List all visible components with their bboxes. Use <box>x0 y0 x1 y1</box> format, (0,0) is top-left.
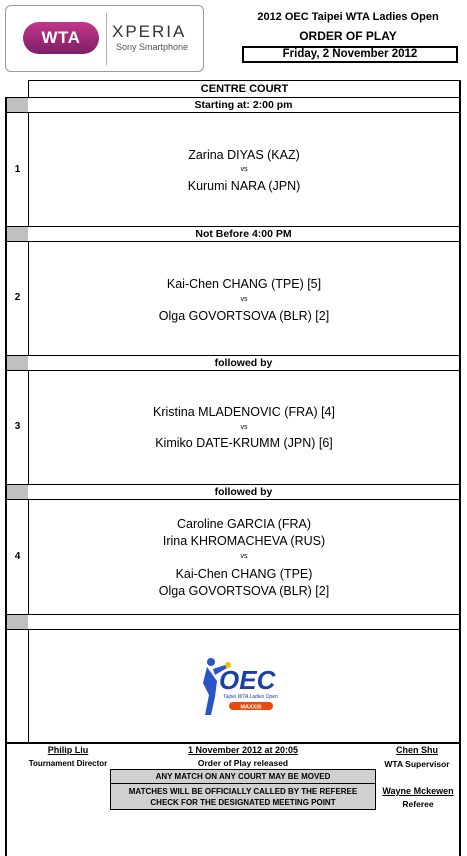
footer-divider <box>5 742 461 744</box>
court-header: CENTRE COURT <box>28 80 461 97</box>
released-label: Order of Play released <box>197 758 289 768</box>
notice-called-line-1: MATCHES WILL BE OFFICIALLY CALLED BY THE REFEREE <box>128 787 358 796</box>
empty-band <box>28 614 459 630</box>
session-band: Starting at: 2:00 pm <box>28 97 459 113</box>
band-gray-cell <box>7 614 28 630</box>
team-1-player-2: Irina KHROMACHEVA (RUS) <box>162 534 326 548</box>
player-2: Kimiko DATE-KRUMM (JPN) [6] <box>155 436 333 450</box>
table-border-right <box>459 80 461 856</box>
team-2-player-2: Olga GOVORTSOVA (BLR) [2] <box>158 584 330 598</box>
player-1: Kai-Chen CHANG (TPE) [5] <box>166 277 322 291</box>
director-name: Philip Liu <box>47 745 89 755</box>
xperia-logo: XPERIA <box>112 22 187 41</box>
referee-name: Wayne Mckewen <box>382 786 454 796</box>
logo-divider <box>106 13 107 65</box>
session-band: Not Before 4:00 PM <box>28 226 459 242</box>
notice-moved: ANY MATCH ON ANY COURT MAY BE MOVED <box>110 769 376 784</box>
notice-called-line-2: CHECK FOR THE DESIGNATED MEETING POINT <box>150 798 336 807</box>
player-1: Kristina MLADENOVIC (FRA) [4] <box>153 405 335 419</box>
band-gray-cell <box>7 484 28 500</box>
oec-logo-text: OEC <box>219 665 276 695</box>
player-1: Zarina DIYAS (KAZ) <box>188 148 300 162</box>
match-number: 4 <box>14 551 21 562</box>
wta-logo: WTA <box>23 22 99 54</box>
sony-smartphone-text: Sony Smartphone <box>116 42 189 52</box>
released-time: 1 November 2012 at 20:05 <box>187 745 299 755</box>
referee-title: Referee <box>402 799 434 809</box>
maxxis-badge: MAXXIS <box>240 704 262 711</box>
player-2: Kurumi NARA (JPN) <box>187 179 301 193</box>
date-box: Friday, 2 November 2012 <box>242 46 458 63</box>
player-2: Olga GOVORTSOVA (BLR) [2] <box>158 309 330 323</box>
match-number: 1 <box>14 164 21 175</box>
director-title: Tournament Director <box>28 759 108 768</box>
vs-label: vs <box>240 296 248 303</box>
match-number: 3 <box>14 421 21 432</box>
oec-logo <box>195 653 290 719</box>
tournament-name: 2012 OEC Taipei WTA Ladies Open <box>257 11 439 23</box>
oec-logo-tagline: Taipei WTA Ladies Open <box>223 694 278 700</box>
band-gray-cell <box>7 355 28 371</box>
supervisor-name: Chen Shu <box>396 745 438 755</box>
supervisor-title: WTA Supervisor <box>384 759 450 769</box>
session-band: followed by <box>28 355 459 371</box>
notice-called <box>110 784 376 810</box>
match-number: 2 <box>14 292 21 303</box>
vs-label: vs <box>240 424 248 431</box>
band-gray-cell <box>7 226 28 242</box>
vs-label: vs <box>240 166 248 173</box>
team-1-player-1: Caroline GARCIA (FRA) <box>176 517 312 531</box>
vs-label: vs <box>240 553 248 560</box>
team-2-player-1: Kai-Chen CHANG (TPE) <box>175 567 313 581</box>
session-band: followed by <box>28 484 459 500</box>
band-gray-cell <box>7 97 28 113</box>
page-title: ORDER OF PLAY <box>299 29 397 43</box>
